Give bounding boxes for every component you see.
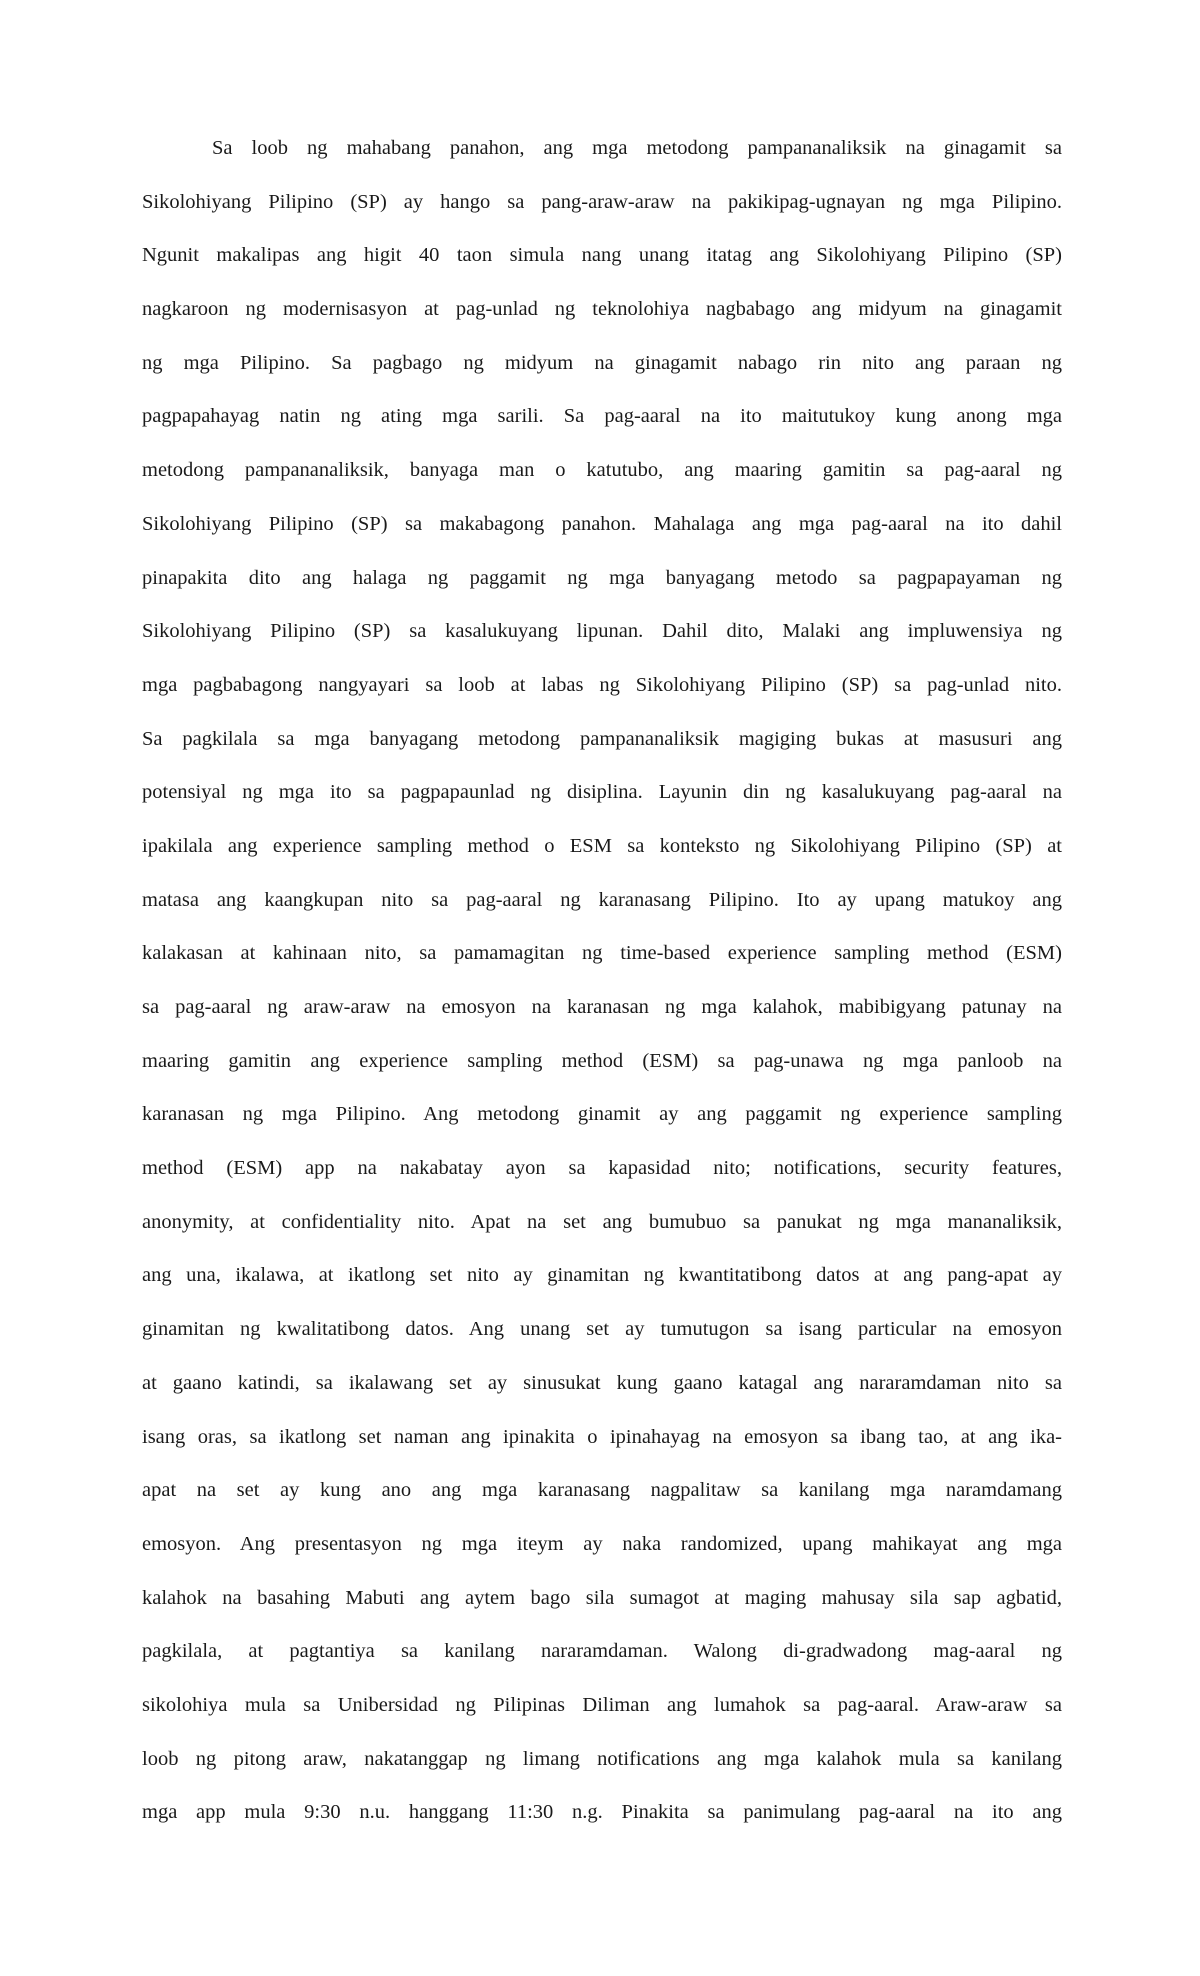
- text-line: sa pag-aaral ng araw-araw na emosyon na karanasan ng mga kalahok, mabibigyang patunay na: [142, 996, 1062, 1018]
- text-line: ng mga Pilipino. Sa pagbago ng midyum na ginagamit nabago rin nito ang paraan ng: [142, 351, 1062, 374]
- text-line: Ngunit makalipas ang higit 40 taon simula nang unang itatag ang Sikolohiyang Pilipino (SP): [142, 244, 1062, 267]
- text-line: mga app mula 9:30 n.u. hanggang 11:30 n.g. Pinakita sa panimulang pag-aaral na ito ang: [142, 1801, 1062, 1824]
- text-line: maaring gamitin ang experience sampling method (ESM) sa pag-unawa ng mga panloob na: [142, 1049, 1062, 1072]
- text-line: pinapakita dito ang halaga ng paggamit ng mga banyagang metodo sa pagpapayaman ng: [142, 566, 1062, 589]
- text-line: kalakasan at kahinaan nito, sa pamamagitan ng time-based experience sampling method (ESM): [142, 942, 1062, 965]
- text-line: at gaano katindi, sa ikalawang set ay sinusukat kung gaano katagal ang nararamdaman nito sa: [142, 1371, 1062, 1394]
- text-line: apat na set ay kung ano ang mga karanasang nagpalitaw sa kanilang mga naramdamang: [142, 1479, 1062, 1502]
- text-line: ipakilala ang experience sampling method o ESM sa konteksto ng Sikolohiyang Pilipino (SP) at: [142, 834, 1062, 857]
- text-line: potensiyal ng mga ito sa pagpapaunlad ng disiplina. Layunin din ng kasalukuyang pag-aaral na: [142, 781, 1062, 804]
- text-line: ang una, ikalawa, at ikatlong set nito ay ginamitan ng kwantitatibong datos at ang pang-apat ay: [142, 1264, 1062, 1287]
- text-line: pagkilala, at pagtantiya sa kanilang nararamdaman. Walong di-gradwadong mag-aaral ng: [142, 1640, 1062, 1663]
- text-line: anonymity, at confidentiality nito. Apat na set ang bumubuo sa panukat ng mga mananaliksik,: [142, 1210, 1062, 1233]
- text-line: emosyon. Ang presentasyon ng mga iteym ay naka randomized, upang mahikayat ang mga: [142, 1532, 1062, 1555]
- text-line: Sa loob ng mahabang panahon, ang mga metodong pampananaliksik na ginagamit sa: [212, 137, 1062, 159]
- text-line: nagkaroon ng modernisasyon at pag-unlad ng teknolohiya nagbabago ang midyum na ginagamit: [142, 298, 1062, 321]
- text-line: Sikolohiyang Pilipino (SP) sa kasalukuyang lipunan. Dahil dito, Malaki ang impluwensiya ng: [142, 620, 1062, 643]
- text-line: loob ng pitong araw, nakatanggap ng limang notifications ang mga kalahok mula sa kanilang: [142, 1747, 1062, 1770]
- text-line: kalahok na basahing Mabuti ang aytem bago sila sumagot at maging mahusay sila sap agbatid,: [142, 1586, 1062, 1609]
- text-line: Sikolohiyang Pilipino (SP) sa makabagong panahon. Mahalaga ang mga pag-aaral na ito dahil: [142, 512, 1062, 535]
- text-line: Sikolohiyang Pilipino (SP) ay hango sa pang-araw-araw na pakikipag-ugnayan ng mga Pilipino.: [142, 190, 1062, 213]
- text-line: sikolohiya mula sa Unibersidad ng Pilipinas Diliman ang lumahok sa pag-aaral. Araw-araw sa: [142, 1693, 1062, 1716]
- body-paragraph: [142, 134, 1062, 1852]
- text-line: mga pagbabagong nangyayari sa loob at labas ng Sikolohiyang Pilipino (SP) sa pag-unlad nito.: [142, 673, 1062, 696]
- text-line: isang oras, sa ikatlong set naman ang ipinakita o ipinahayag na emosyon sa ibang tao, at ang ika-: [142, 1425, 1062, 1448]
- text-line: method (ESM) app na nakabatay ayon sa kapasidad nito; notifications, security features,: [142, 1157, 1062, 1180]
- text-line: Sa pagkilala sa mga banyagang metodong pampananaliksik magiging bukas at masusuri ang: [142, 727, 1062, 750]
- text-line: pagpapahayag natin ng ating mga sarili. Sa pag-aaral na ito maitutukoy kung anong mga: [142, 405, 1062, 428]
- text-line: karanasan ng mga Pilipino. Ang metodong ginamit ay ang paggamit ng experience sampling: [142, 1103, 1062, 1126]
- text-line: metodong pampananaliksik, banyaga man o katutubo, ang maaring gamitin sa pag-aaral ng: [142, 459, 1062, 482]
- text-line: matasa ang kaangkupan nito sa pag-aaral ng karanasang Pilipino. Ito ay upang matukoy ang: [142, 888, 1062, 911]
- text-line: ginamitan ng kwalitatibong datos. Ang unang set ay tumutugon sa isang particular na emosyon: [142, 1318, 1062, 1341]
